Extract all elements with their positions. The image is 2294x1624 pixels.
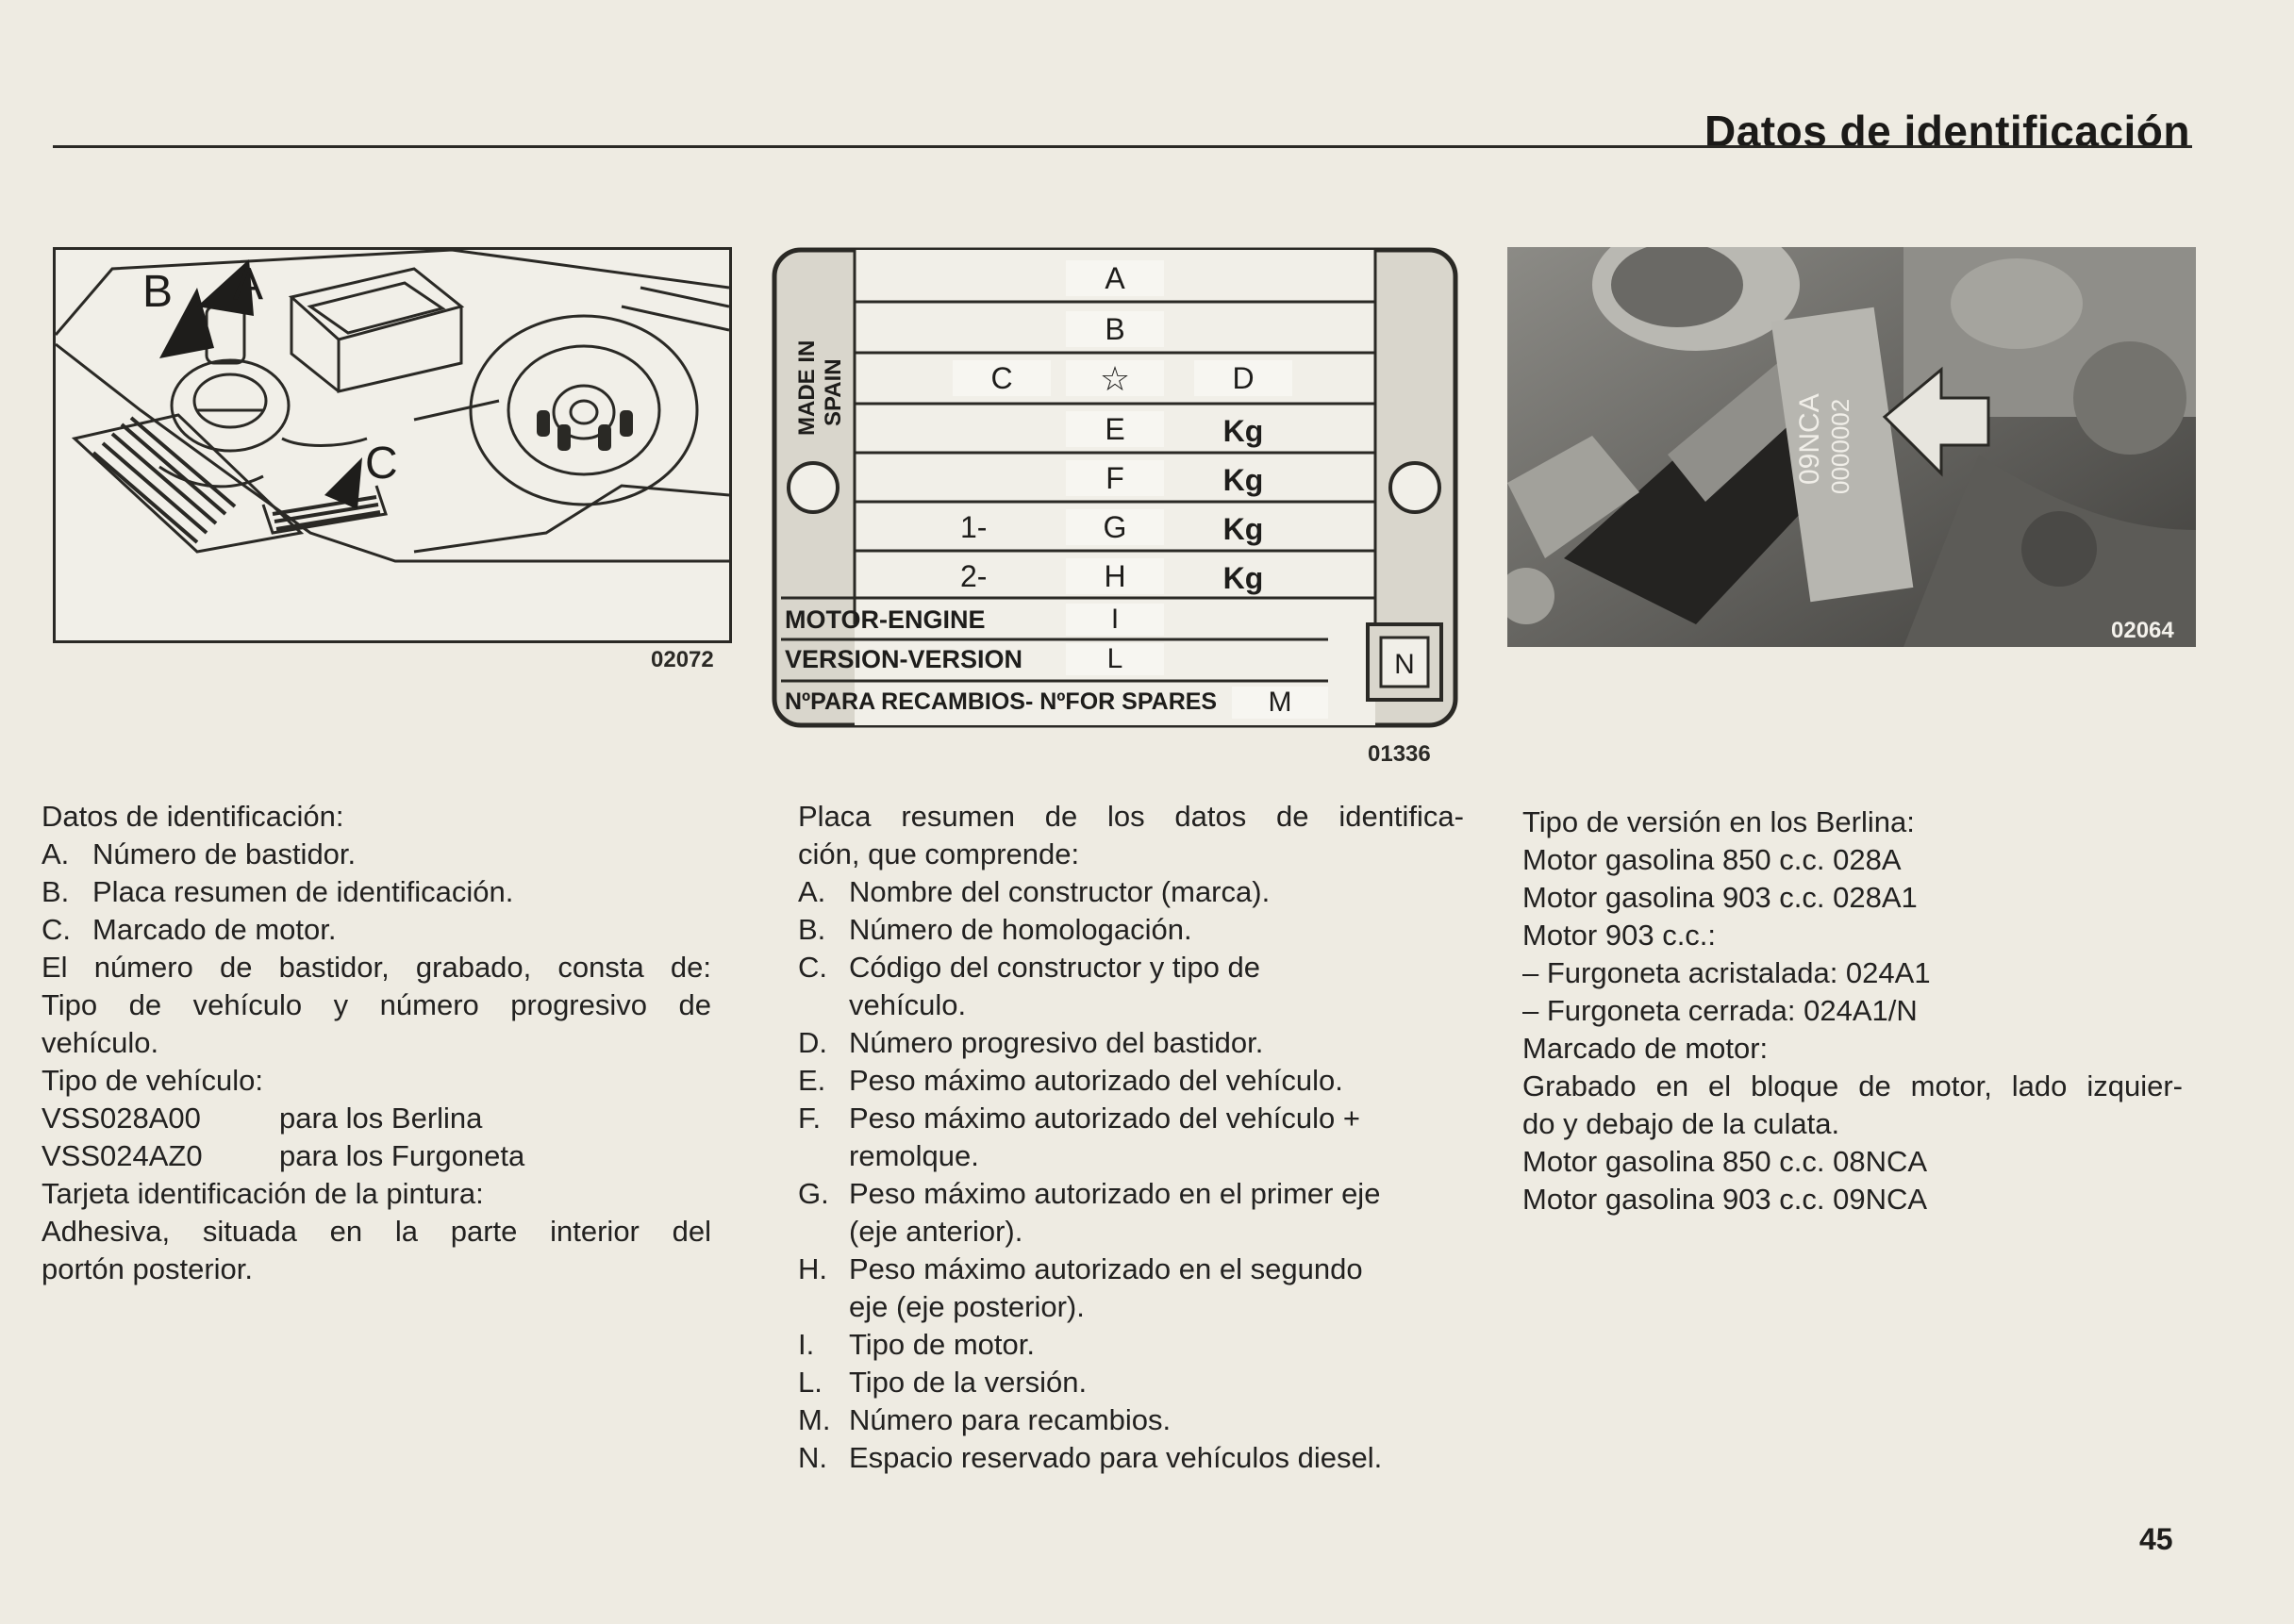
plate-row-c: C	[990, 361, 1013, 395]
right-column	[1522, 804, 2183, 1218]
list-item: C. Código del constructor y tipo de vehículo.	[798, 951, 1260, 1021]
paint-text-line: portón posterior.	[42, 1252, 254, 1285]
list-item: B. Número de homologación.	[798, 913, 1192, 946]
stamp-line-2: 0000002	[1826, 398, 1854, 494]
plate-version: VERSION-VERSION	[785, 645, 1023, 673]
engine-photo-drawing	[1507, 247, 2196, 647]
list-item: B. Placa resumen de identificación.	[42, 875, 514, 908]
plate-kg-e: Kg	[1222, 414, 1264, 448]
left-heading: Datos de identificación:	[42, 800, 344, 833]
paragraph-line: El número de bastidor, grabado, consta de:	[42, 951, 711, 984]
right-line: do y debajo de la culata.	[1522, 1107, 1840, 1140]
plate-row-h: H	[1104, 559, 1126, 593]
plate-kg-g: Kg	[1222, 512, 1264, 546]
right-line: – Furgoneta cerrada: 024A1/N	[1522, 994, 1918, 1027]
plate-kg-f: Kg	[1222, 463, 1264, 497]
vehicle-type-label: Tipo de vehículo:	[42, 1064, 263, 1097]
paragraph-line: vehículo.	[42, 1026, 159, 1059]
list-item: I. Tipo de motor.	[798, 1328, 1036, 1361]
figure-code-engine-photo: 02064	[2111, 618, 2174, 643]
paint-text-line: Adhesiva, situada en la parte interior del	[42, 1215, 711, 1248]
right-line: Motor 903 c.c.:	[1522, 919, 1717, 952]
plate-drawing	[772, 247, 1458, 728]
list-item: A. Número de bastidor.	[42, 837, 357, 870]
page-title: Datos de identificación	[1704, 107, 2190, 156]
label-b: B	[142, 267, 174, 317]
right-line: Tipo de versión en los Berlina:	[1522, 805, 1915, 838]
plate-row-d: D	[1232, 361, 1255, 395]
right-line: Grabado en el bloque de motor, lado izquier-	[1522, 1069, 2183, 1102]
engine-bay-drawing	[56, 250, 729, 640]
list-item: N. Espacio reservado para vehículos diesel.	[798, 1441, 1383, 1474]
intro-line: ción, que comprende:	[798, 837, 1080, 870]
plate-row-i: I	[1110, 604, 1120, 635]
vehicle-type-row: VSS028A00 para los Berlina	[42, 1102, 483, 1135]
figure-code-plate: 01336	[1368, 741, 1431, 767]
label-a: A	[233, 259, 264, 309]
plate-kg-h: Kg	[1222, 561, 1264, 595]
paint-label: Tarjeta identificación de la pintura:	[42, 1177, 484, 1210]
plate-spares: NºPARA RECAMBIOS- NºFOR SPARES	[785, 688, 1218, 715]
middle-column	[798, 798, 1464, 1477]
right-line: Motor gasolina 903 c.c. 028A1	[1522, 881, 1918, 914]
plate-spain: SPAIN	[821, 358, 846, 426]
arrow-c	[324, 457, 362, 509]
plate-star-icon: ☆	[1099, 359, 1131, 398]
engine-stamp-photo	[1507, 247, 2196, 647]
stamp-line-1: 09NCA	[1794, 393, 1825, 485]
engine-bay-illustration	[53, 247, 732, 643]
intro-line: Placa resumen de los datos de identifica-	[798, 800, 1464, 833]
right-line: Marcado de motor:	[1522, 1032, 1769, 1065]
left-column	[42, 798, 711, 1288]
list-item: M. Número para recambios.	[798, 1403, 1172, 1436]
plate-made-in: MADE IN	[794, 340, 820, 436]
list-item: D. Número progresivo del bastidor.	[798, 1026, 1264, 1059]
list-item: F. Peso máximo autorizado del vehículo + remolque.	[798, 1102, 1360, 1172]
title-rule	[53, 145, 2192, 148]
plate-axle-2: 2-	[960, 559, 988, 593]
label-c: C	[365, 439, 398, 489]
plate-row-b: B	[1105, 312, 1125, 346]
plate-row-a: A	[1105, 261, 1125, 295]
list-item: L. Tipo de la versión.	[798, 1366, 1088, 1399]
list-item: H. Peso máximo autorizado en el segundo eje (eje posterior).	[798, 1252, 1363, 1323]
plate-row-f: F	[1105, 461, 1124, 495]
right-line: Motor gasolina 850 c.c. 028A	[1522, 843, 1902, 876]
page-number: 45	[2139, 1522, 2173, 1556]
list-item: E. Peso máximo autorizado del vehículo.	[798, 1064, 1343, 1097]
plate-motor-engine: MOTOR-ENGINE	[785, 605, 986, 634]
right-line: Motor gasolina 850 c.c. 08NCA	[1522, 1145, 1928, 1178]
plate-row-m: M	[1268, 687, 1292, 718]
list-item: G. Peso máximo autorizado en el primer eje (eje anterior).	[798, 1177, 1381, 1248]
right-line: Motor gasolina 903 c.c. 09NCA	[1522, 1183, 1928, 1216]
vehicle-type-row: VSS024AZ0 para los Furgoneta	[42, 1139, 525, 1172]
identification-plate	[772, 247, 1458, 728]
list-item: A. Nombre del constructor (marca).	[798, 875, 1271, 908]
paragraph-line: Tipo de vehículo y número progresivo de	[42, 988, 711, 1021]
figure-code-engine-bay: 02072	[651, 647, 714, 672]
list-item: C. Marcado de motor.	[42, 913, 337, 946]
right-line: – Furgoneta acristalada: 024A1	[1522, 956, 1931, 989]
plate-row-g: G	[1103, 510, 1127, 544]
plate-row-e: E	[1105, 412, 1125, 446]
plate-axle-1: 1-	[960, 510, 988, 544]
plate-row-l: L	[1106, 643, 1123, 674]
plate-row-n: N	[1394, 649, 1415, 680]
